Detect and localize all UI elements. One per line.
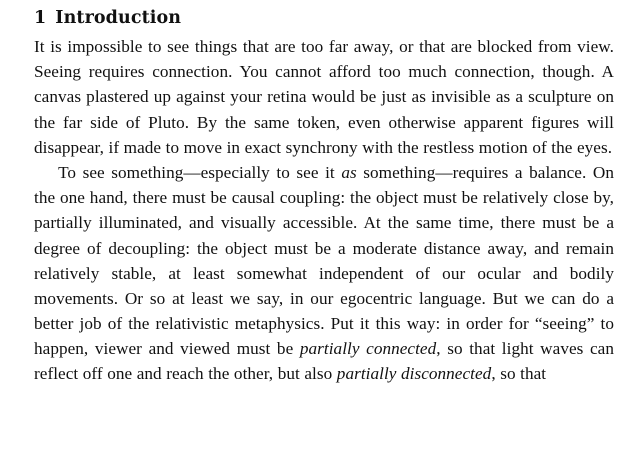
section-title: Introduction [55,8,182,28]
emphasized-text: as [341,162,357,182]
body-text [34,34,614,387]
emphasized-text: partially connected [299,339,437,359]
text-run: something—requires a balance. On the one hand, there must be causal coupling: the object must be relatively close by, partially illuminated, and visually accessible. At the same time, there must be a degree of decoupling: the object must be a moderate distance away, and remain relatively stable, at least somewhat independent of our ocular and bodily movements. Or so at least we say, in our egocentric language. But we can do a better job of the relativistic metaphysics. Put it this way: in order for “seeing” to happen, viewer and viewed must be [34,162,614,359]
paragraph [34,160,614,387]
text-run: It is impossible to see things that are too far away, or that are blocked from view. Seeing requires connection. You cannot afford too much connection, though. A canvas plastered up against your retina would be just as invisible as a sculpture on the far side of Pluto. By the same token, even otherwise apparent figures will disappear, if made to move in exact synchrony with the restless motion of the eyes. [34,37,614,157]
text-run: , so that [491,364,547,384]
section-number: 1 [34,8,47,28]
text-run: , so that light waves can reflect off one and reach the other, but also [34,339,615,384]
paragraph [34,34,614,160]
text-run: To see something—especially to see it [58,162,342,182]
page-title [34,8,614,28]
emphasized-text: partially disconnected [336,364,492,384]
